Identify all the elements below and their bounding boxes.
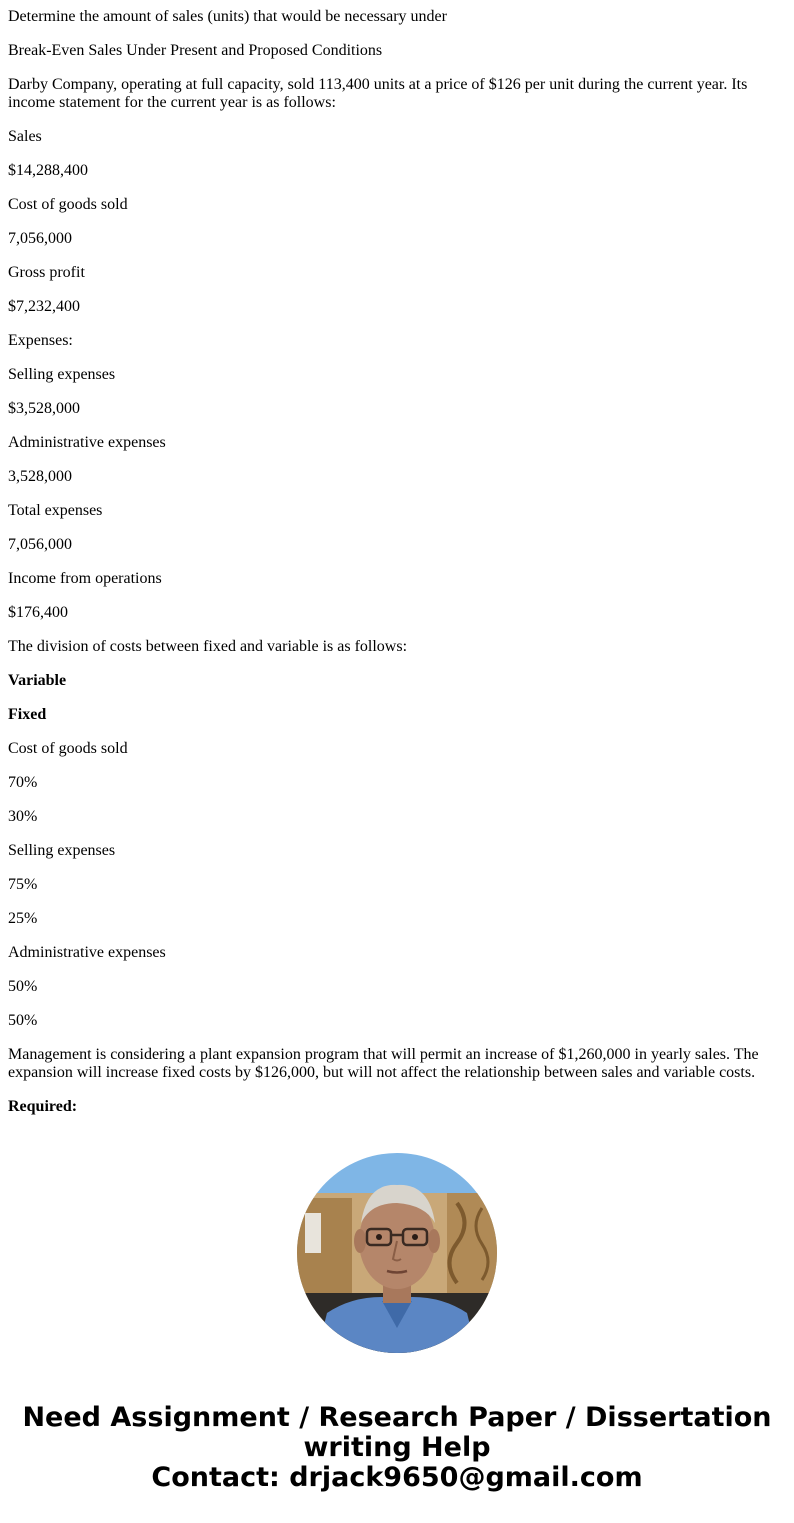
income-statement-line: $176,400 bbox=[8, 604, 68, 621]
cost-division-cell: 25% bbox=[8, 910, 38, 927]
cost-division-cell: 50% bbox=[8, 978, 38, 995]
cost-division-cell: 70% bbox=[8, 774, 38, 791]
income-statement-line: $14,288,400 bbox=[8, 162, 88, 179]
cost-division-cell: 30% bbox=[8, 808, 38, 825]
cost-division-cell: Selling expenses bbox=[8, 842, 116, 859]
banner-line-help: writing Help bbox=[303, 1432, 491, 1463]
contact-banner bbox=[0, 1403, 794, 1493]
banner-line-contact: Contact: drjack9650@gmail.com bbox=[151, 1462, 643, 1493]
income-statement-line: 3,528,000 bbox=[8, 468, 72, 485]
cost-division-cell: 75% bbox=[8, 876, 38, 893]
income-statement-line: Cost of goods sold bbox=[8, 196, 128, 213]
cost-division-cell: 50% bbox=[8, 1012, 38, 1029]
author-portrait-image bbox=[297, 1153, 497, 1353]
management-proposal: Management is considering a plant expansion program that will permit an increase of $1,260,000 in yearly sales. The expansion will increase fixed costs by $126,000, but will not affect the relationship between sales and variable costs. bbox=[8, 1046, 759, 1081]
income-statement-line: Administrative expenses bbox=[8, 434, 166, 451]
income-statement-line: $3,528,000 bbox=[8, 400, 80, 417]
income-statement-line: Expenses: bbox=[8, 332, 73, 349]
fixed-column-header: Fixed bbox=[8, 706, 47, 723]
income-statement-line: 7,056,000 bbox=[8, 230, 72, 247]
problem-intro: Darby Company, operating at full capacity, sold 113,400 units at a price of $126 per unit during the current year. Its income statement for the current year is as follows: bbox=[8, 76, 748, 111]
income-statement-line: $7,232,400 bbox=[8, 298, 80, 315]
question-heading: Determine the amount of sales (units) that would be necessary under bbox=[8, 8, 447, 25]
author-avatar bbox=[297, 1153, 497, 1353]
income-statement-line: Gross profit bbox=[8, 264, 85, 281]
cost-division-intro: The division of costs between fixed and variable is as follows: bbox=[8, 638, 408, 655]
income-statement-line: Sales bbox=[8, 128, 42, 145]
cost-division-cell: Cost of goods sold bbox=[8, 740, 128, 757]
income-statement-line: Selling expenses bbox=[8, 366, 116, 383]
problem-title: Break-Even Sales Under Present and Proposed Conditions bbox=[8, 42, 383, 59]
banner-line-assignment: Need Assignment / Research Paper / Dissertation bbox=[22, 1402, 772, 1433]
cost-division-cell: Administrative expenses bbox=[8, 944, 166, 961]
required-label: Required: bbox=[8, 1098, 78, 1115]
income-statement-line: Total expenses bbox=[8, 502, 103, 519]
income-statement-line: Income from operations bbox=[8, 570, 162, 587]
variable-column-header: Variable bbox=[8, 672, 67, 689]
income-statement-line: 7,056,000 bbox=[8, 536, 72, 553]
